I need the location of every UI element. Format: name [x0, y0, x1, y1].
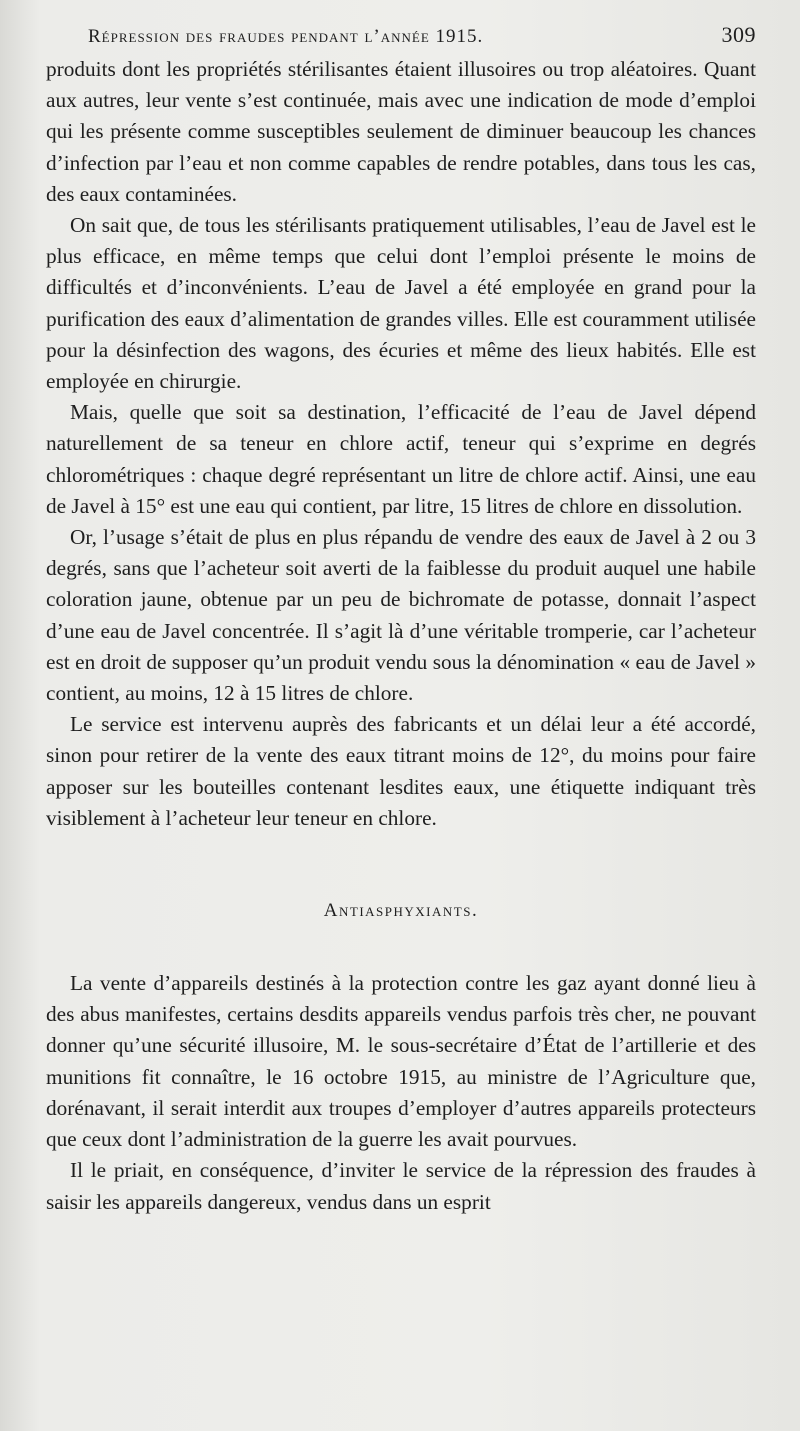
- paragraph-continuation: produits dont les propriétés stérilisantes étaient illusoires ou trop aléatoires. Quant aux autres, leur vente s’est continuée, mais avec une indication de mode d’emploi qui les présente comme susceptibles seulement de diminuer beaucoup les chances d’infection par l’eau et non comme capables de rendre potables, dans tous les cas, des eaux contaminées.: [46, 57, 756, 206]
- paragraph-chlorine-content: Mais, quelle que soit sa destination, l’efficacité de l’eau de Javel dépend naturellement de sa teneur en chlore actif, teneur qui s’exprime en degrés chlorométriques : chaque degré représentant un litre de chlore actif. Ainsi, une eau de Javel à 15° est une eau qui contient, par litre, 15 litres de chlore en dissolution.: [46, 400, 756, 518]
- paragraph-javel-efficacy: On sait que, de tous les stérilisants pratiquement utilisables, l’eau de Javel est le plus efficace, en même temps que celui dont l’emploi présente le moins de difficultés et d’inconvénients. L’eau de Javel a été employée en grand pour la purification des eaux d’alimentation de grandes villes. Elle est couramment utilisée pour la désinfection des wagons, des écuries et même des lieux habités. Elle est employée en chirurgie.: [46, 213, 756, 394]
- running-title: Répression des fraudes pendant l’année 1915.: [88, 26, 484, 47]
- section-heading: Antiasphyxiants.: [323, 900, 479, 922]
- paragraph-service-action: Le service est intervenu auprès des fabricants et un délai leur a été accordé, sinon pour retirer de la vente des eaux titrant moins de 12°, du moins pour faire apposer sur les bouteilles contenant lesdites eaux, une étiquette indiquant très visiblement à l’acheteur leur teneur en chlore.: [46, 712, 756, 830]
- paragraph-gas-protection: La vente d’appareils destinés à la protection contre les gaz ayant donné lieu à des abus manifestes, certains desdits appareils vendus parfois très cher, ne pouvant donner qu’une sécurité illusoire, M. le sous-secrétaire d’État de l’artillerie et des munitions fit connaître, le 16 octobre 1915, au ministre de l’Agriculture que, dorénavant, il serait interdit aux troupes d’employer d’autres appareils protecteurs que ceux dont l’administration de la guerre les avait pourvues.: [46, 971, 756, 1152]
- main-text: [46, 54, 756, 1218]
- page-number: 309: [721, 22, 756, 47]
- paragraph-fraud-practice: Or, l’usage s’était de plus en plus répandu de vendre des eaux de Javel à 2 ou 3 degrés, sans que l’acheteur soit averti de la faiblesse du produit auquel une habile coloration jaune, obtenue par un peu de bichromate de potasse, donnait l’aspect d’une eau de Javel concentrée. Il s’agit là d’une véritable tromperie, car l’acheteur est en droit de supposer qu’un produit vendu sous la dénomination « eau de Javel » contient, au moins, 12 à 15 litres de chlore.: [46, 525, 756, 706]
- running-header: [88, 22, 756, 48]
- paragraph-seizure-request: Il le priait, en conséquence, d’inviter le service de la répression des fraudes à saisir les appareils dangereux, vendus dans un esprit: [46, 1158, 756, 1214]
